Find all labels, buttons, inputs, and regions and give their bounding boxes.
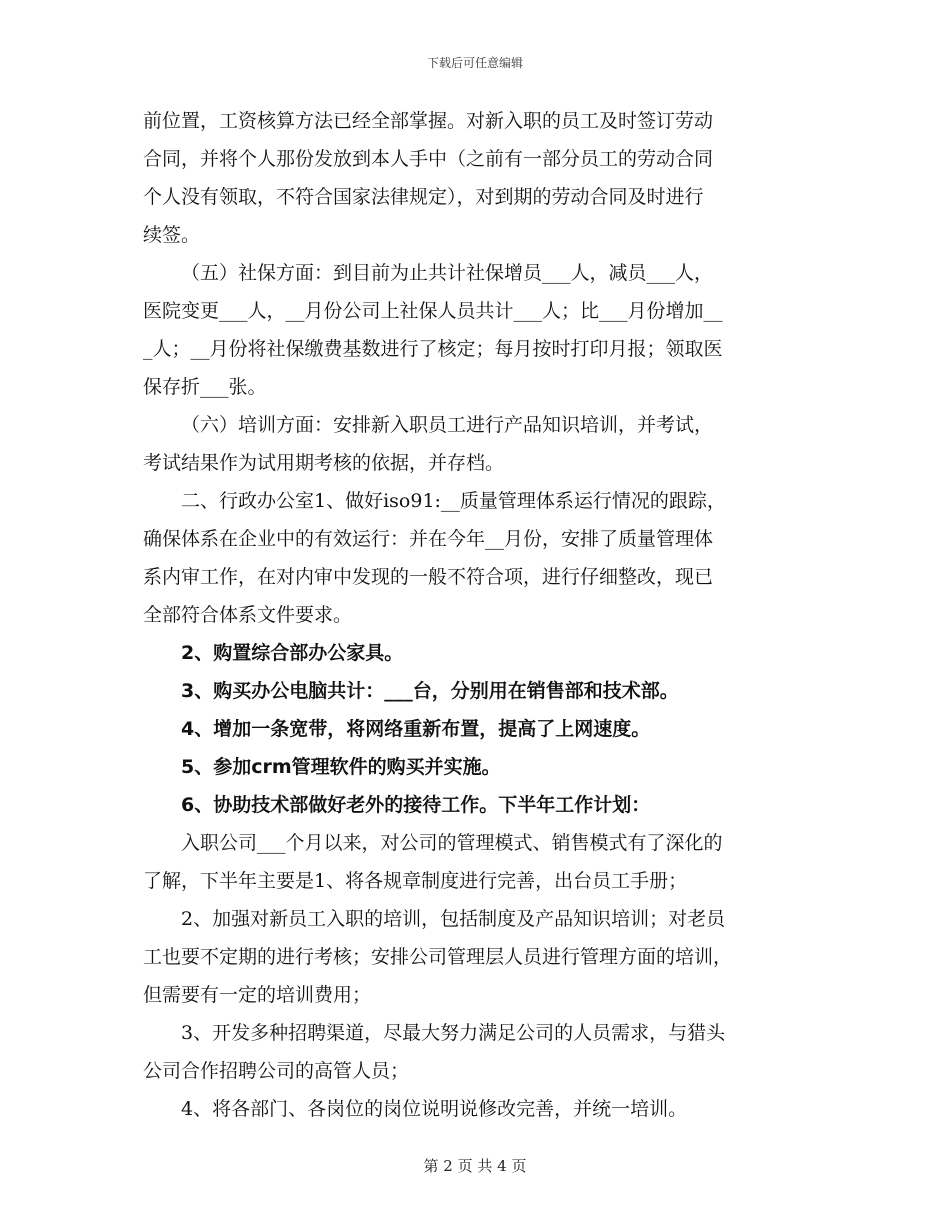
- text-line: 确保体系在企业中的有效运行：并在今年__月份，安排了质量管理体: [143, 528, 714, 550]
- page-number: 第 2 页 共 4 页: [423, 1157, 527, 1175]
- text-line: 了解，下半年主要是1、将各规章制度进行完善，出台员工手册；: [143, 870, 688, 892]
- text-line: 5、参加crm管理软件的购买并实施。: [181, 756, 501, 778]
- page-header: 下载后可任意编辑: [426, 56, 523, 70]
- text-line: （六）培训方面：安排新入职员工进行产品知识培训，并考试，: [181, 414, 714, 436]
- text-line: 3、开发多种招聘渠道，尽最大努力满足公司的人员需求，与猎头: [181, 1022, 726, 1044]
- text-line: 二、行政办公室1、做好iso91:__质量管理体系运行情况的跟踪，: [181, 490, 726, 512]
- text-line: 2、购置综合部办公家具。: [181, 642, 404, 664]
- text-line: 保存折___张。: [143, 376, 267, 398]
- document-body: [143, 102, 823, 1128]
- text-line: 前位置，工资核算方法已经全部掌握。对新入职的员工及时签订劳动: [143, 110, 714, 132]
- text-line: 但需要有一定的培训费用；: [143, 984, 372, 1006]
- text-line: 公司合作招聘公司的高管人员；: [143, 1060, 410, 1082]
- text-line: 4、增加一条宽带，将网络重新布置，提高了上网速度。: [181, 718, 651, 740]
- text-line: 全部符合体系文件要求。: [143, 604, 353, 626]
- text-line: 系内审工作，在对内审中发现的一般不符合项，进行仔细整改，现已: [143, 566, 714, 588]
- text-line: 合同，并将个人那份发放到本人手中（之前有一部分员工的劳动合同: [143, 148, 714, 170]
- text-line: 6、协助技术部做好老外的接待工作。下半年工作计划：: [181, 794, 651, 816]
- text-line: （五）社保方面：到目前为止共计社保增员___人，减员___人，: [181, 262, 714, 284]
- text-line: _人；__月份将社保缴费基数进行了核定；每月按时打印月报；领取医: [143, 338, 723, 360]
- text-line: 个人没有领取，不符合国家法律规定），对到期的劳动合同及时进行: [143, 186, 704, 208]
- text-line: 3、购买办公电脑共计：___台，分别用在销售部和技术部。: [181, 680, 679, 702]
- text-line: 4、将各部门、各岗位的岗位说明说修改完善，并统一培训。: [181, 1098, 688, 1120]
- text-line: 医院变更___人，__月份公司上社保人员共计___人；比___月份增加__: [143, 300, 723, 322]
- text-line: 入职公司___个月以来，对公司的管理模式、销售模式有了深化的: [181, 832, 723, 854]
- text-line: 续签。: [143, 224, 201, 246]
- text-line: 工也要不定期的进行考核；安排公司管理层人员进行管理方面的培训，: [143, 946, 733, 968]
- text-line: 2、加强对新员工入职的培训，包括制度及产品知识培训；对老员: [181, 908, 726, 930]
- text-line: 考试结果作为试用期考核的依据，并存档。: [143, 452, 505, 474]
